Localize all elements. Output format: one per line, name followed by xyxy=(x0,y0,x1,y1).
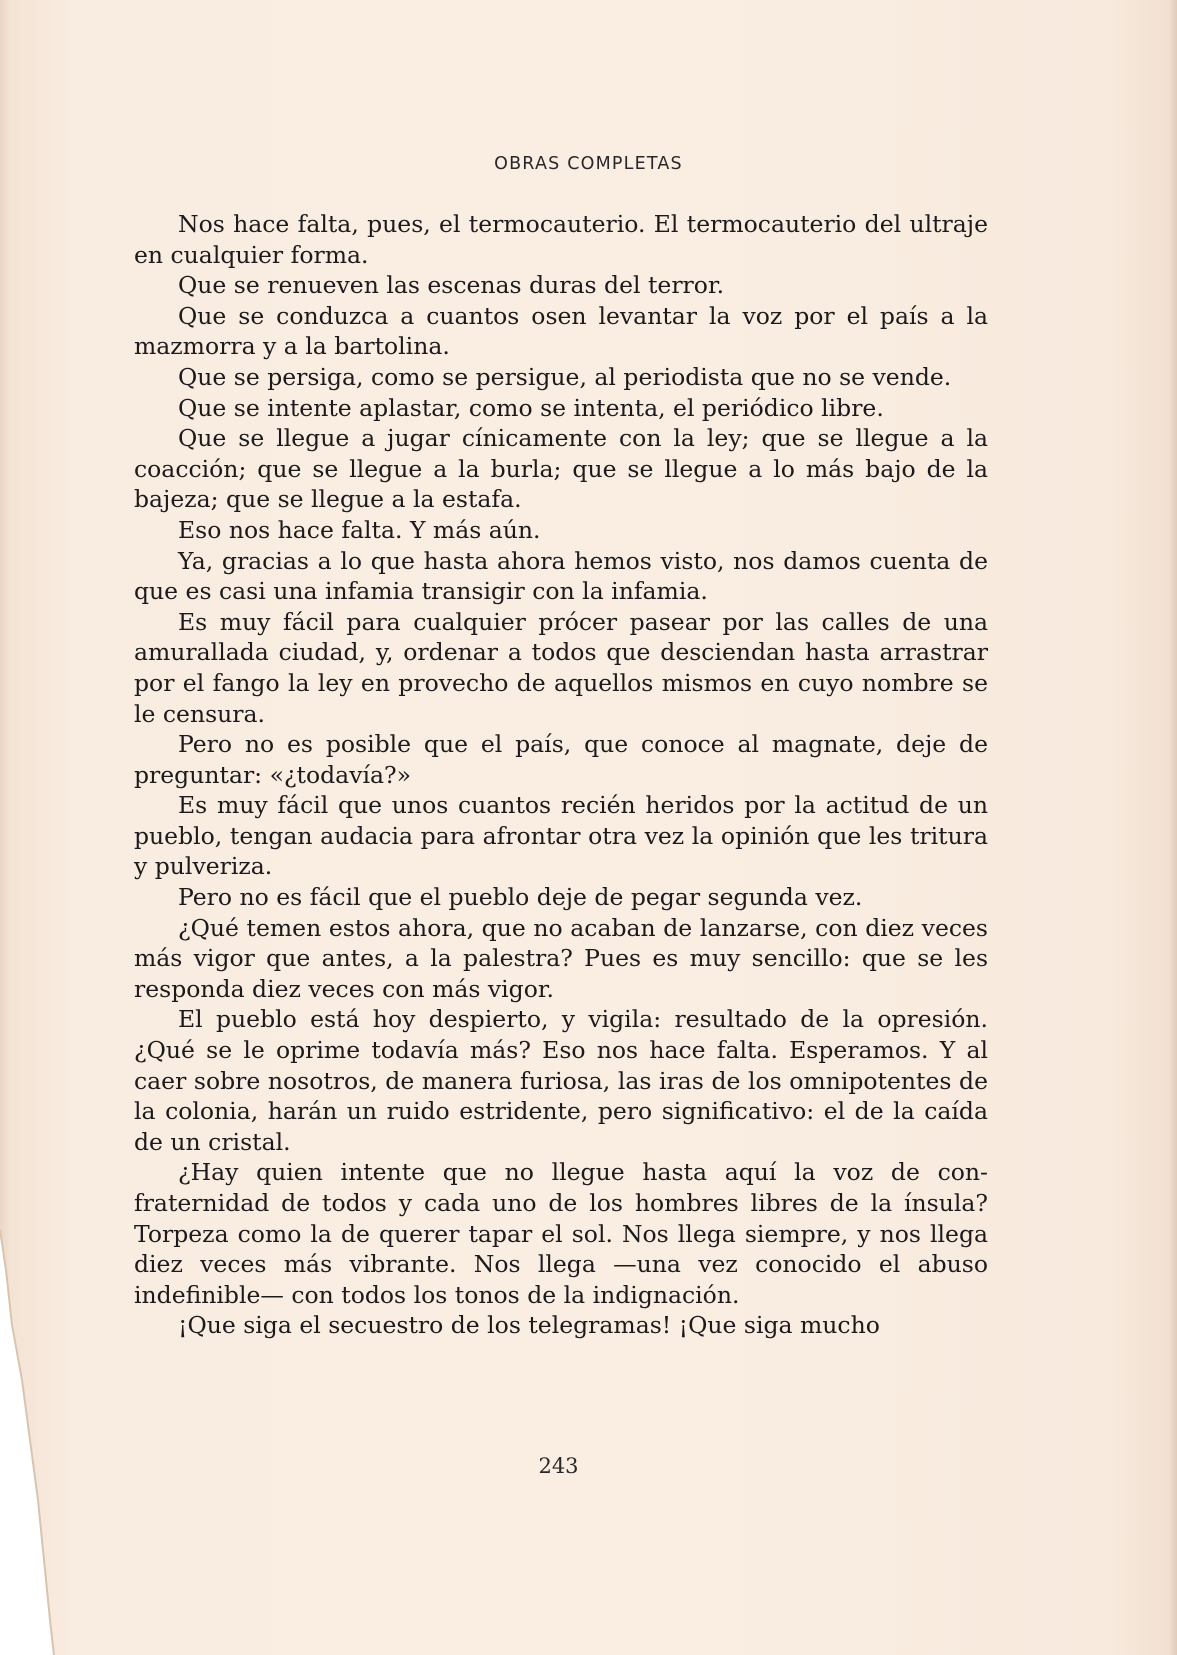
paragraph-continued: ¡Que siga el secuestro de los telegramas! ¡Que siga mucho xyxy=(178,1311,880,1340)
paragraph: Nos hace falta, pues, el termocauterio. El termocauterio del ultraje en cualquier forma. xyxy=(134,210,988,269)
paragraph: Que se conduzca a cuantos osen levantar la voz por el país a la mazmorra y a la bartolina. xyxy=(134,301,988,361)
paragraph: El pueblo está hoy despierto, y vigila: resultado de la opresión. ¿Qué se le oprime todavía más? Eso nos hace falta. Esperamos. Y al caer sobre nosotros, de manera furiosa, las iras de los omnipotentes de la colonia, harán un ruido estridente, pero significativo: el de la caída de un cristal. xyxy=(134,1005,988,1156)
paragraph: Es muy fácil que unos cuantos recién heridos por la actitud de un pueblo, tengan audacia para afrontar otra vez la opinión que les tritura y pulveriza. xyxy=(134,791,988,881)
body-text xyxy=(134,209,988,1341)
paragraph: Pero no es posible que el país, que conoce al magnate, deje de preguntar: «¿todavía?» xyxy=(134,730,988,789)
torn-page-edge xyxy=(0,1230,60,1655)
paragraph: Eso nos hace falta. Y más aún. xyxy=(178,515,541,544)
paragraph: ¿Qué temen estos ahora, que no acaban de lanzarse, con diez veces más vigor que antes, a la palestra? Pues es muy sencillo: que se les responda diez veces con más vigor. xyxy=(134,913,988,1003)
paragraph: ¿Hay quien intente que no llegue hasta aquí la voz de confraternidad de todos y cada uno de los hombres libres de la ínsula? Torpeza como la de querer tapar el sol. Nos llega siempre, y nos llega diez veces más vibrante. Nos llega —una vez conocido el abuso indefinible— con todos los tonos de la indignación. xyxy=(134,1158,988,1309)
running-head: OBRAS COMPLETAS xyxy=(494,154,683,174)
paragraph: Es muy fácil para cualquier prócer pasear por las calles de una amurallada ciudad, y, ordenar a todos que desciendan hasta arrastrar por el fango la ley en provecho de aquellos mismos en cuyo nombre se le censura. xyxy=(134,607,988,728)
paragraph: Pero no es fácil que el pueblo deje de pegar segunda vez. xyxy=(178,883,863,912)
paragraph: Que se persiga, como se persigue, al periodista que no se vende. xyxy=(178,362,952,391)
paragraph: Que se llegue a jugar cínicamente con la ley; que se llegue a la coacción; que se llegue a la burla; que se llegue a lo más bajo de la bajeza; que se llegue a la estafa. xyxy=(134,424,988,514)
page-right-edge xyxy=(1169,0,1177,1655)
page-number: 243 xyxy=(538,1454,579,1478)
paragraph: Que se renueven las escenas duras del terror. xyxy=(178,271,725,300)
paragraph: Que se intente aplastar, como se intenta, el periódico libre. xyxy=(178,393,884,422)
paragraph: Ya, gracias a lo que hasta ahora hemos visto, nos damos cuenta de que es casi una infamia transigir con la infamia. xyxy=(134,546,988,606)
